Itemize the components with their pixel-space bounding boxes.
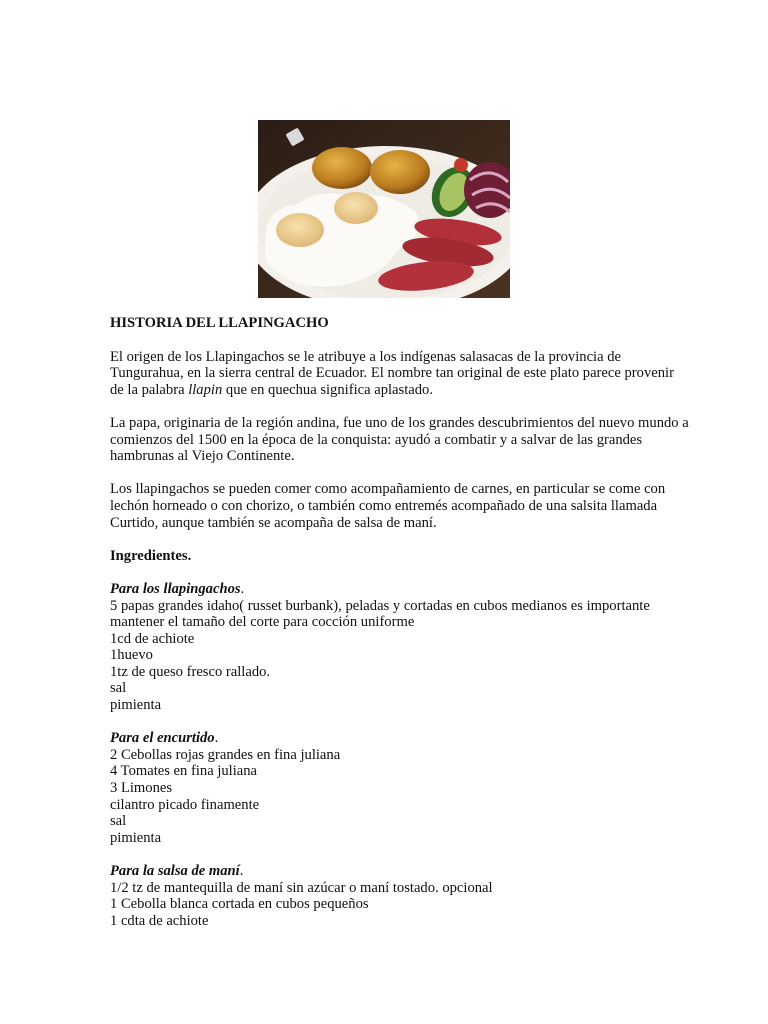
article [110, 315, 690, 929]
paragraph-origin: El origen de los Llapingachos se le atribuye a los indígenas salasacas de la provincia de Tungurahua, en la sierra central de Ecuador. El nombre tan original de este plato parece provenir de la palabra llapin que en quechua significa aplastado. [110, 348, 674, 398]
list-item: 2 Cebollas rojas grandes en fina juliana [110, 746, 341, 763]
paragraph-serving: Los llapingachos se pueden comer como acompañamiento de carnes, en particular se come con lechón horneado o con chorizo, o también como entremés acompañado de una salsita llamada Curtido, aunque también se acompaña de salsa de maní. [110, 481, 666, 531]
section-llapingachos [110, 581, 690, 714]
italic-term: llapin [188, 381, 223, 398]
list-item: 1huevo [110, 647, 153, 664]
list-item: cilantro picado finamente [110, 796, 260, 813]
section-title: Para el encurtido. [110, 730, 219, 747]
list-item: 3 Limones [110, 780, 173, 797]
article-title: HISTORIA DEL LLAPINGACHO [110, 315, 329, 331]
list-item: 1cd de achiote [110, 630, 195, 647]
ingredients-title: Ingredientes. [110, 547, 192, 564]
list-item: sal [110, 813, 127, 830]
list-item: sal [110, 680, 127, 697]
list-item: 1tz de queso fresco rallado. [110, 663, 271, 680]
list-item: pimienta [110, 829, 162, 846]
potato-patty [312, 147, 372, 189]
list-item: 1/2 tz de mantequilla de maní sin azúcar o maní tostado. opcional [110, 879, 493, 896]
paragraph-potato: La papa, originaria de la región andina, fue uno de los grandes descubrimientos del nuevo mundo a comienzos del 1500 en la época de la conquista: ayudó a combatir y a salvar de las grandes hambrunas al Viejo Continente. [110, 414, 689, 465]
list-item: 4 Tomates en fina juliana [110, 763, 258, 780]
potato-patty [370, 150, 430, 194]
section-salsa-de-mani [110, 863, 690, 929]
ingredients-list [110, 581, 690, 929]
list-item: 5 papas grandes idaho( russet burbank), peladas y cortadas en cubos medianos es importante mantener el tamaño del corte para cocción uniforme [110, 597, 650, 631]
section-title: Para los llapingachos. [110, 580, 245, 597]
list-item: pimienta [110, 697, 162, 714]
section-title: Para la salsa de maní. [110, 863, 244, 879]
list-item: 1 cdta de achiote [110, 912, 209, 929]
list-item: 1 Cebolla blanca cortada en cubos pequeños [110, 896, 369, 913]
section-encurtido [110, 730, 690, 846]
llapingacho-plate-photo [258, 120, 510, 298]
